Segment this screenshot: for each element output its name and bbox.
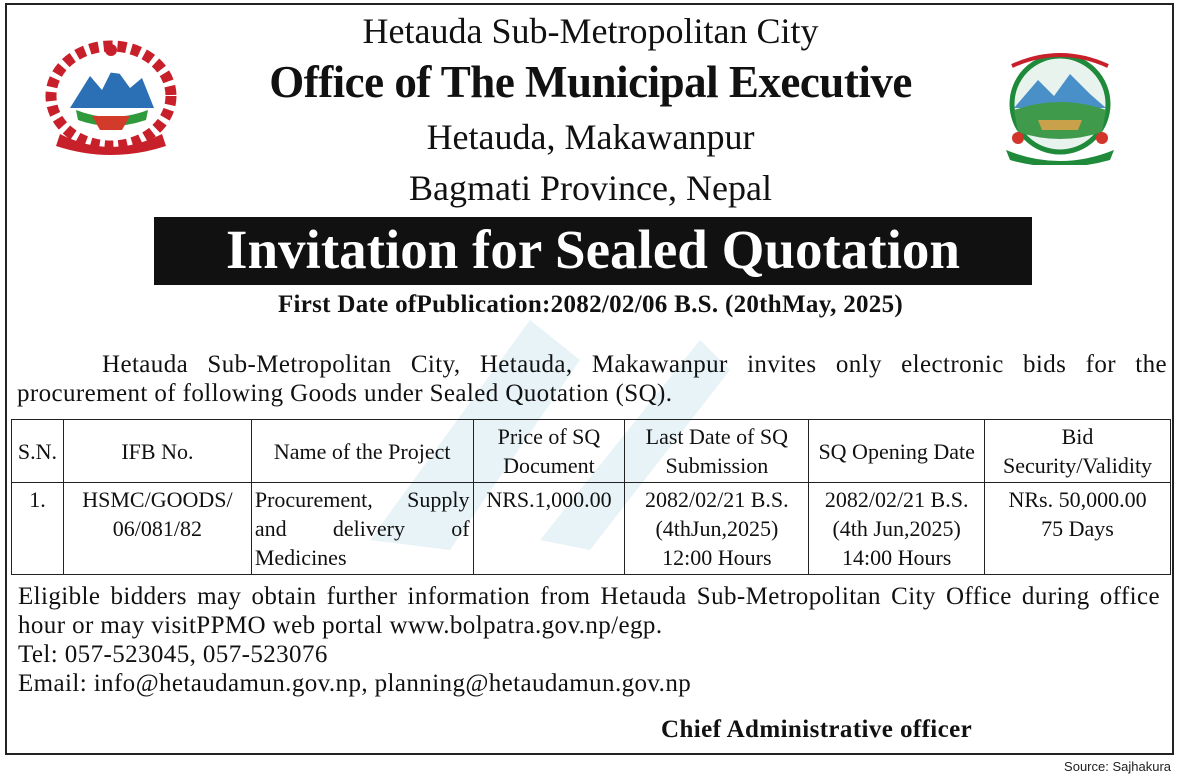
- further-info: Eligible bidders may obtain further information from Hetauda Sub-Metropolitan City Office during office hour or may visitPPMO web portal www.bolpatra.gov.np/egp.: [18, 583, 1160, 639]
- header-last-date: Last Date of SQ Submission: [625, 420, 809, 483]
- intro-paragraph: Hetauda Sub-Metropolitan City, Hetauda, Makawanpur invites only electronic bids for the procurement of following Goods under Sealed Quotation (SQ).: [17, 351, 1167, 407]
- table-header-row: [12, 420, 1171, 483]
- telephone: Tel: 057-523045, 057-523076: [18, 641, 328, 668]
- notice-title: Invitation for Sealed Quotation: [226, 219, 960, 280]
- header-sn: S.N.: [12, 420, 64, 483]
- signatory: Chief Administrative officer: [661, 716, 973, 743]
- quotation-table: [11, 419, 1171, 575]
- cell-opening-date: [809, 483, 985, 575]
- address-line-1: Hetauda, Makawanpur: [426, 117, 755, 157]
- opening-line-2: (4th Jun,2025): [832, 516, 961, 541]
- header-bid-security: Bid Security/Validity: [985, 420, 1171, 483]
- address-line-2: Bagmati Province, Nepal: [409, 168, 772, 208]
- header-ifb-no: IFB No.: [63, 420, 251, 483]
- security-validity: 75 Days: [1041, 516, 1114, 541]
- email: Email: info@hetaudamun.gov.np, planning@hetaudamun.gov.np: [18, 670, 692, 697]
- cell-last-date: [625, 483, 809, 575]
- publication-date: First Date ofPublication:2082/02/06 B.S. (20thMay, 2025): [277, 291, 904, 318]
- notice-title-banner: [154, 217, 1032, 285]
- cell-project-name: Procurement, Supply and delivery of Medicines: [251, 483, 473, 575]
- cell-price: NRS.1,000.00: [473, 483, 625, 575]
- last-date-line-2: (4thJun,2025): [655, 516, 779, 541]
- header-project-name: Name of the Project: [251, 420, 473, 483]
- source-credit: Source: Sajhakura: [1064, 759, 1171, 774]
- header-price: Price of SQ Document: [473, 420, 625, 483]
- cell-sn: 1.: [12, 483, 64, 575]
- last-date-line-1: 2082/02/21 B.S.: [645, 487, 789, 512]
- city-name: Hetauda Sub-Metropolitan City: [362, 11, 819, 51]
- ifb-line-2: 06/081/82: [112, 516, 203, 541]
- office-title: Office of The Municipal Executive: [269, 57, 912, 107]
- opening-line-3: 14:00 Hours: [841, 545, 952, 570]
- header-opening-date: SQ Opening Date: [809, 420, 985, 483]
- last-date-line-3: 12:00 Hours: [662, 545, 772, 570]
- opening-line-1: 2082/02/21 B.S.: [824, 487, 969, 512]
- table-row: [12, 483, 1171, 575]
- cell-ifb-no: [63, 483, 251, 575]
- security-amount: NRs. 50,000.00: [1008, 487, 1147, 512]
- ifb-line-1: HSMC/GOODS/: [82, 487, 233, 512]
- cell-bid-security: [985, 483, 1171, 575]
